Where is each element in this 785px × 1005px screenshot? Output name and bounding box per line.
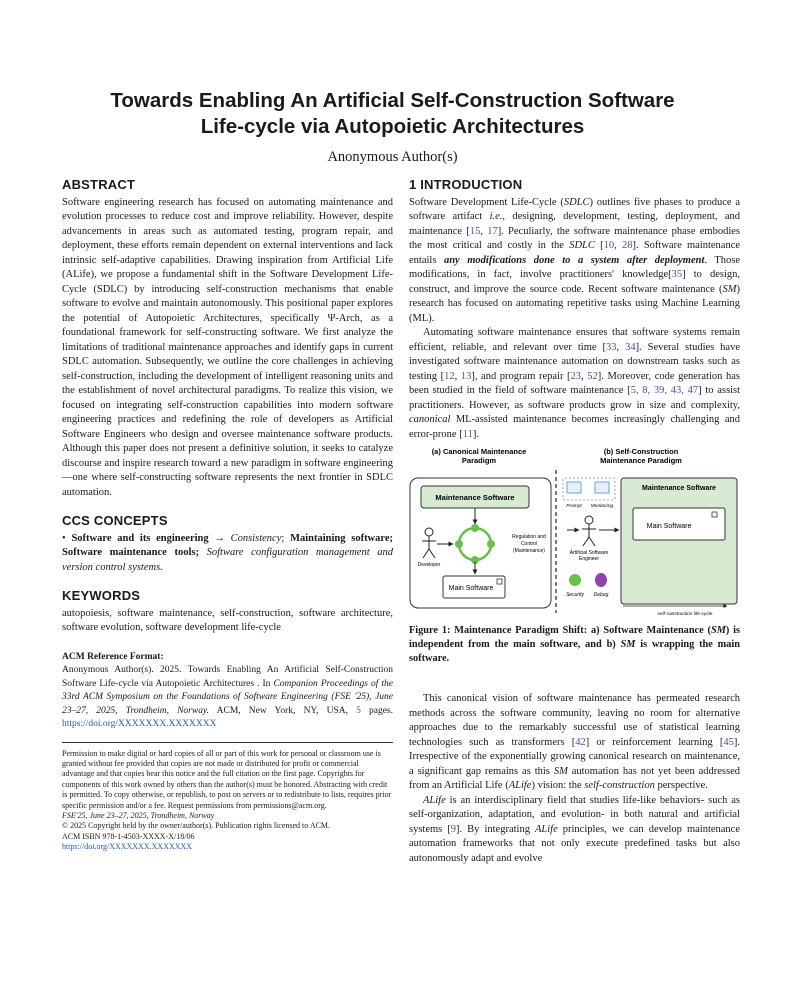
acm-ref-doi-link[interactable]: https://doi.org/XXXXXXX.XXXXXXX [62,719,217,729]
figure-1 [409,448,740,618]
title-line-1: Towards Enabling An Artificial Self-Construction Software [110,89,675,112]
fig-b-maintenance-label: Maintenance Software [642,485,716,492]
fig-a-cycle-node [455,540,463,548]
developer-icon [422,528,436,558]
permission-doi-link[interactable]: https://doi.org/XXXXXXX.XXXXXXX [62,842,193,852]
fig-lifecycle-label: self-construction life-cycle [657,612,713,617]
fig-regulation-2: Control [520,541,538,547]
intro-paragraph-3: This canonical vision of software maintenance has permeated research methods across the software community, leaving no room for alternative approaches due to the remarkably successful use of statistical learning technologies such as transformers [42] or reinforcement learning [45]. Irrespective of the exponentially growing canonical research on maintenance, a significant gap remains as this SM automation has not yet been addressed from an Artificial Life (ALife) vision: the self-construction perspective. [409,693,741,791]
intro-paragraph-4: ALife is an interdisciplinary field that studies life-like behaviors- such as self-organization, adaptation, and evolution- in both natural and artificial systems [9]. By integrating ALife principles, we can develop maintenance automation frameworks that not only execute predefined tasks but also autonomously adapt and evolve [409,794,741,864]
keywords-heading: KEYWORDS [62,588,141,603]
fig-b-main-software-label: Main Software [646,523,692,530]
intro-paragraph-1: Software Development Life-Cycle (SDLC) outlines five phases to produce a software artifact i.e., designing, development, testing, deployment, and maintenance [15, 17]. Peculiarly, the software maintenance phase embodies the most critical and costly in the SDLC [10, 28]. Software maintenance entails any modifications done to a system after deployment. Those modifications, in fact, involve practitioners' knowledge[35] to design, construct, and improve the source code. Recent software maintenance (SM) research has focused on automating repetitive tasks using Machine Learning (ML). [409,196,741,324]
debug-icon [595,573,607,587]
artificial-engineer-icon [582,516,596,546]
fig-b-maintenance-box [621,478,737,604]
fig-ase-label-2: Engineer [578,556,600,562]
title-line-2: Life-cycle via Autopoietic Architectures [200,115,585,138]
fig-a-title-1: (a) Canonical Maintenance [431,448,527,456]
figure-caption: Figure 1: Maintenance Paradigm Shift: a) Software Maintenance (SM) is independent from the main software, and b) SM is wrapping the main software. [409,625,740,664]
fig-debug-label: Debug [593,592,609,598]
intro-heading: 1 INTRODUCTION [409,177,523,192]
right-column [409,178,740,866]
fig-a-title-2: Paradigm [461,456,497,465]
fig-a-maintenance-label: Maintenance Software [435,493,515,502]
intro-paragraph-2: Automating software maintenance ensures that software systems remain efficient, reliable, and relevant over time [33, 34]. Several studies have investigated software maintenance automation on downstream tasks such as testing [12, 13], and program repair [23, 52]. Moreover, code generation has been studied in the field of software maintenance [5, 8, 39, 43, 47] to assist practitioners. However, as software products grow in size and complexity, canonical ML-assisted maintenance becomes increasingly challenging and error-prone [11]. [409,327,741,440]
fig-a-cycle-node [471,524,479,532]
left-column [62,178,393,853]
ccs-heading: CCS CONCEPTS [62,513,168,528]
fig-security-label: Security [565,592,585,598]
fig-regulation-3: (Maintenance) [513,548,545,554]
permission-block [62,742,393,853]
author-line: Anonymous Author(s) [327,149,458,165]
fig-monitoring-label: Monitoring [590,504,614,509]
fig-b-title-1: (b) Self-Construction [603,448,679,456]
fig-prompt-label: Prompt [566,504,582,509]
permission-conf: FSE'25, June 23–27, 2025, Trondheim, Norway [62,810,215,820]
abstract-text: Software engineering research has focused on automating maintenance and evolution processes to reduce cost and improve reliability. However, despite advancements in areas such as automated testing, program repair, and deployment, these efforts remain dependent on external interventions and lack intrinsic self-adaptive capabilities. Drawing inspiration from Artificial Life (ALife), we propose a fundamental shift in the Software Development Life-Cycle (SDLC) by introducing self-construction mechanisms that enable software to evolve and maintain autonomously. This positional paper explores the potential of Autopoietic Architectures, specifically Ψ-Arch, as a foundational framework for self-constructing software. We first analyze the limitations of traditional maintenance approaches and identify gaps in current SDLC automation. Subsequently, we outline the core challenges in achieving self-construction, including the development of intelligent reasoning units and the establishment of novel architectural paradigms. To realize this vision, we focused on integrating self-construction capabilities into modern software engineering practices and redefining the role of developers as Artificial Software Engineers who design and oversee maintenance software products. Although this paper does not present a definitive solution, it seeks to catalyze discourse and inspire research toward a new paradigm in software engineering—one where self-constructing software represents the next frontier in SDLC automation. [62,196,393,498]
fig-a-cycle-ring [459,528,491,560]
permission-copyright: © 2025 Copyright held by the owner/author(s). Publication rights licensed to ACM. [62,821,331,831]
keywords-text: autopoiesis, software maintenance, self-construction, software architecture, software evolution, software development life-cycle [62,607,393,633]
monitoring-icon [595,482,609,493]
security-icon [569,574,581,586]
abstract-heading: ABSTRACT [62,177,136,192]
prompt-icon [567,482,581,493]
permission-text: Permission to make digital or hard copies of all or part of this work for personal or classroom use is granted without fee provided that copies are not made or distributed for profit or commercial advantage and that copies bear this notice and the full citation on the first page. Copyrights for components of this work owned by others than the author(s) must be honored. Abstracting with credit is permitted. To copy otherwise, or republish, to post on servers or to redistribute to lists, requires prior specific permission and/or a fee. Request permissions from permissions@acm.org. [62,748,392,810]
fig-a-main-software-label: Main Software [448,585,494,592]
ccs-text: • Software and its engineering → Consistency; Maintaining software; Software maintenance tools; Software configuration management and version control systems. [62,532,394,573]
fig-regulation-1: Regulation and [512,534,546,540]
acm-ref-text: Anonymous Author(s). 2025. Towards Enabling An Artificial Self-Construction Software Life-cycle via Autopoietic Architectures . In Companion Proceedings of the 33rd ACM Symposium on the Foundations of Software Engineering (FSE '25), June 23–27, 2025, Trondheim, Norway. ACM, New York, NY, USA, 5 pages. https://doi.org/XXXXXXX.XXXXXXX [62,665,394,729]
fig-ase-label-1: Artificial Software [569,550,609,556]
fig-a-cycle-node [487,540,495,548]
fig-b-title-2: Maintenance Paradigm [600,456,682,465]
fig-developer-label: Developer [417,562,441,568]
acm-ref-heading: ACM Reference Format: [62,651,164,662]
permission-isbn: ACM ISBN 978-1-4503-XXXX-X/18/06 [62,831,195,841]
paper-title [60,88,725,140]
